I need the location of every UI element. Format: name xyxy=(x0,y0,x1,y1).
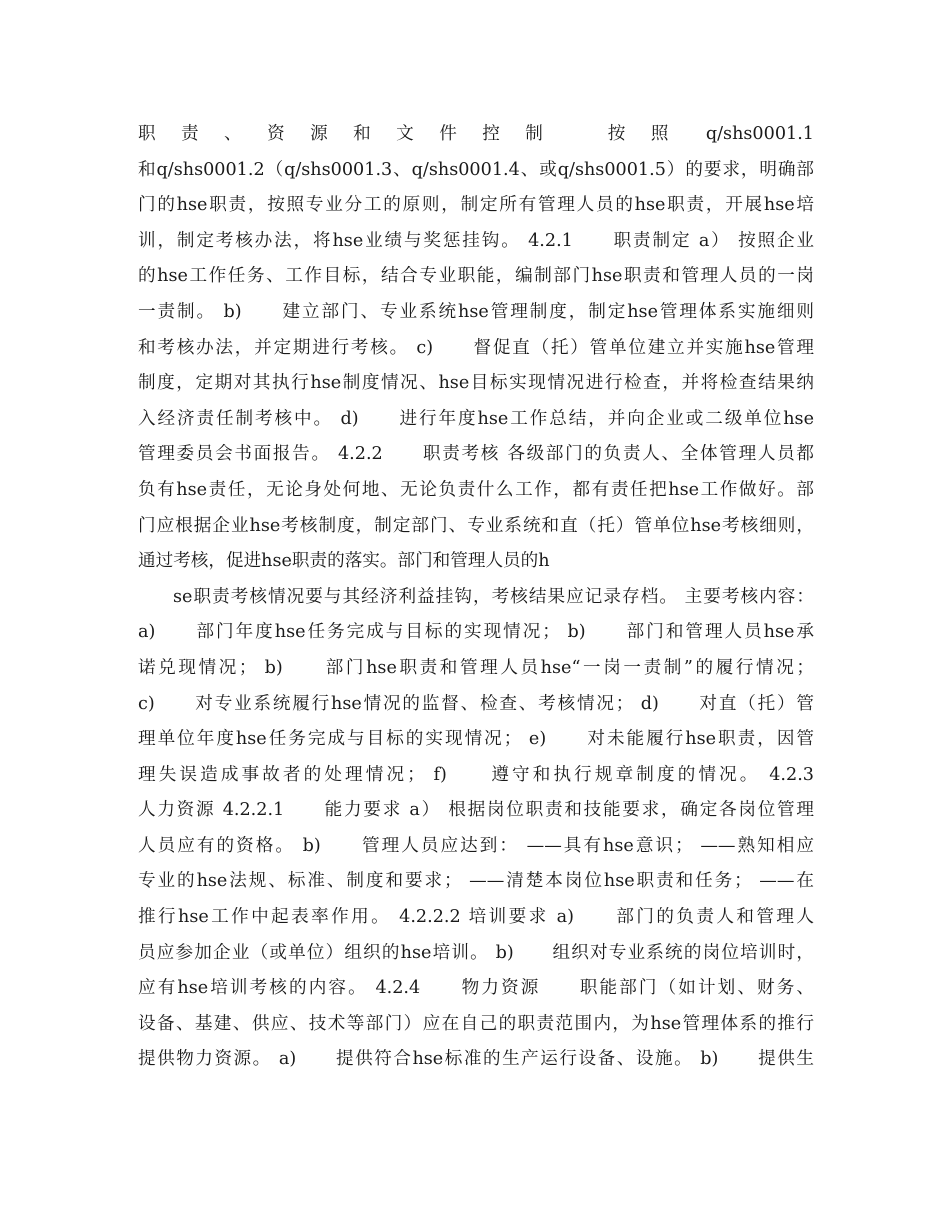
text-line: c) 对专业系统履行hse情况的监督、检查、考核情况； d) 对直（托）管 xyxy=(138,693,814,714)
text-line: 入经济责任制考核中。 d) 进行年度hse工作总结，并向企业或二级单位hse xyxy=(138,408,814,429)
text-line: 门应根据企业hse考核制度，制定部门、专业系统和直（托）管单位hse考核细则， xyxy=(138,515,814,536)
text-line: 理单位年度hse任务完成与目标的实现情况； e) 对未能履行hse职责，因管 xyxy=(138,729,814,750)
text-line: 和q/shs0001.2（q/shs0001.3、q/shs0001.4、或q/shs0001.5）的要求，明确部 xyxy=(138,159,814,180)
text-line: a) 部门年度hse任务完成与目标的实现情况； b) 部门和管理人员hse承 xyxy=(138,622,814,643)
document-body xyxy=(138,117,814,1078)
text-line: 人员应有的资格。 b) 管理人员应达到： ——具有hse意识； ——熟知相应 xyxy=(138,835,814,856)
text-line: 员应参加企业（或单位）组织的hse培训。 b) 组织对专业系统的岗位培训时， xyxy=(138,942,814,963)
text-line: 人力资源 4.2.2.1 能力要求 a） 根据岗位职责和技能要求，确定各岗位管理 xyxy=(138,800,814,821)
text-line: 理失误造成事故者的处理情况； f) 遵守和执行规章制度的情况。 4.2.3 xyxy=(138,764,814,785)
text-line: 通过考核，促进hse职责的落实。部门和管理人员的h xyxy=(138,551,550,572)
text-line: se职责考核情况要与其经济利益挂钩，考核结果应记录存档。 主要考核内容： xyxy=(173,586,814,607)
text-line: 训，制定考核办法，将hse业绩与奖惩挂钩。 4.2.1 职责制定 a） 按照企业 xyxy=(138,230,814,251)
text-line: 管理委员会书面报告。 4.2.2 职责考核 各级部门的负责人、全体管理人员都 xyxy=(138,444,814,465)
text-line: 提供物力资源。 a) 提供符合hse标准的生产运行设备、设施。 b) 提供生 xyxy=(138,1049,814,1070)
text-line: 设备、基建、供应、技术等部门）应在自己的职责范围内，为hse管理体系的推行 xyxy=(138,1013,814,1034)
text-line: 一责制。 b) 建立部门、专业系统hse管理制度，制定hse管理体系实施细则 xyxy=(138,301,814,322)
text-line: 和考核办法，并定期进行考核。 c) 督促直（托）管单位建立并实施hse管理 xyxy=(138,337,814,358)
text-line: 的hse工作任务、工作目标，结合专业职能，编制部门hse职责和管理人员的一岗 xyxy=(138,266,814,287)
text-line: 职 责 、 资 源 和 文 件 控 制 按 照 q/shs0001.1 xyxy=(138,124,814,144)
text-line: 门的hse职责，按照专业分工的原则，制定所有管理人员的hse职责，开展hse培 xyxy=(138,195,814,216)
text-line: 负有hse责任，无论身处何地、无论负责什么工作，都有责任把hse工作做好。部 xyxy=(138,479,814,500)
text-line: 应有hse培训考核的内容。 4.2.4 物力资源 职能部门（如计划、财务、 xyxy=(138,978,814,999)
text-line: 专业的hse法规、标准、制度和要求； ——清楚本岗位hse职责和任务； ——在 xyxy=(138,871,814,892)
text-line: 诺兑现情况； b) 部门hse职责和管理人员hse“一岗一责制”的履行情况； xyxy=(138,657,814,678)
text-line: 推行hse工作中起表率作用。 4.2.2.2 培训要求 a) 部门的负责人和管理人 xyxy=(138,907,814,928)
text-line: 制度，定期对其执行hse制度情况、hse目标实现情况进行检查，并将检查结果纳 xyxy=(138,373,814,394)
